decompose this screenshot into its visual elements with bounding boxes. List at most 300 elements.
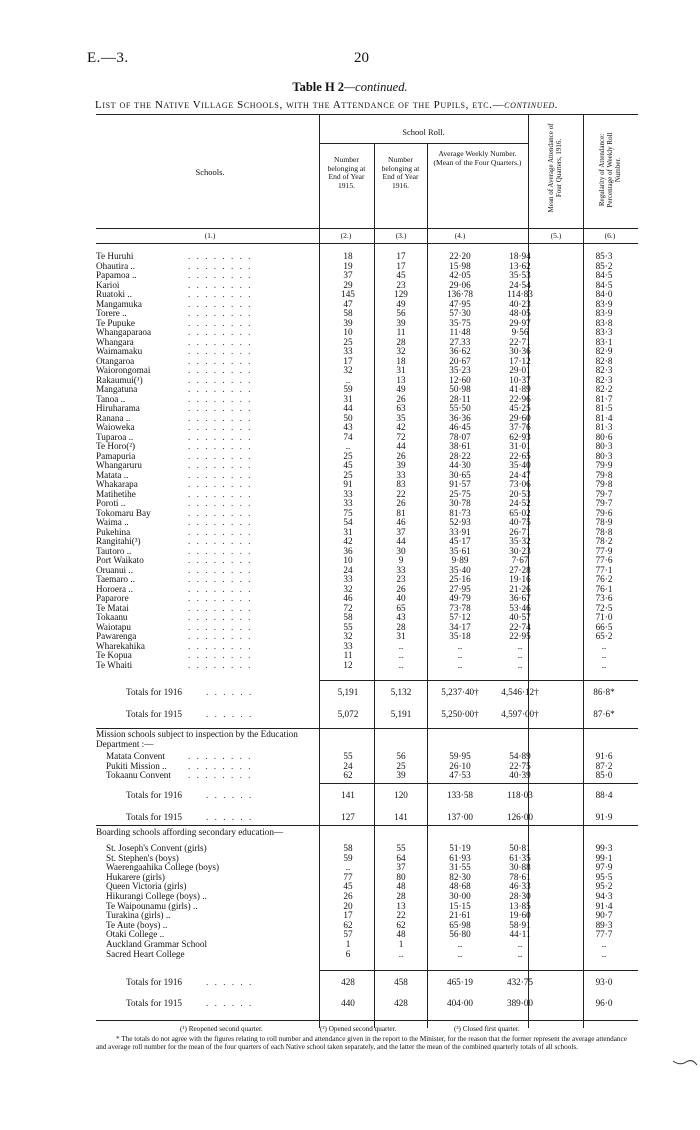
school-name: Mangatuna (96, 384, 138, 394)
avg-weekly: 42·05 (449, 270, 471, 280)
roll-1915: 141 (341, 790, 355, 800)
roll-1916: 26 (396, 393, 406, 404)
col2-number: (2.) (340, 231, 352, 240)
leader-dots: . . . . . . . . (188, 545, 253, 556)
school-name: Pawarenga (96, 631, 137, 641)
mean-attendance: 29·97 (509, 317, 531, 328)
roll-1915: .. (345, 441, 351, 451)
leader-dots: . . . . . . . . (188, 621, 253, 632)
mean-attendance: 35·40 (509, 460, 531, 470)
leader-dots: . . . . . . . . (188, 751, 253, 761)
regularity: 82·9 (595, 346, 613, 356)
school-name: Whangara (96, 336, 134, 347)
school-name: Pukiti Mission .. (106, 760, 167, 771)
avg-weekly: 5,250·00† (441, 709, 479, 719)
avg-weekly: 51·19 (449, 843, 471, 853)
roll-1916: 55 (396, 843, 406, 853)
roll-1915: 47 (343, 298, 353, 309)
mean-attendance: 126·00 (506, 812, 534, 822)
roll-1915: 77 (343, 871, 353, 882)
roll-1916: 23 (396, 574, 406, 584)
roll-1915: 145 (341, 289, 355, 299)
avg-weekly: 36·36 (449, 412, 471, 423)
roll-1915: 6 (345, 948, 351, 959)
roll-1915: 32 (343, 583, 353, 594)
mean-attendance: 20·53 (509, 488, 531, 499)
mean-attendance: 24·52 (509, 498, 531, 508)
roll-1915: 12 (343, 659, 353, 670)
leader-dots: . . . . . . . . (188, 526, 253, 537)
table-row (96, 771, 646, 780)
totals-row (96, 813, 646, 822)
roll-1916: 11 (396, 327, 406, 337)
avg-weekly: .. (457, 650, 463, 660)
schools-header: Schools. (195, 167, 225, 177)
regularity: 83·9 (595, 308, 613, 318)
school-roll-header: School Roll. (402, 127, 445, 137)
mean-attendance: .. (517, 659, 523, 670)
leader-dots: . . . . . . (206, 790, 254, 800)
mean-attendance: 54·89 (509, 751, 531, 761)
table-row (96, 309, 646, 318)
mean-attendance: 50·81 (509, 843, 531, 853)
avg-weekly: 59·95 (449, 751, 471, 761)
school-name: Paparore (96, 593, 129, 603)
leader-dots: . . . . . . . . (188, 593, 253, 603)
regularity: 83·1 (595, 336, 613, 347)
table-row (96, 902, 646, 911)
regularity: .. (601, 659, 607, 670)
roll-1915: 59 (343, 384, 353, 394)
roll-1915: 17 (343, 355, 353, 366)
regularity: 89·3 (595, 919, 613, 930)
school-name: Horoera .. (96, 583, 133, 594)
leader-dots: . . . . . . . . (188, 631, 253, 641)
leader-dots: . . . . . . . . (188, 602, 253, 613)
table-row (96, 442, 646, 451)
regularity: 79·8 (595, 479, 613, 489)
school-name: Te Kopua (96, 650, 132, 660)
margin-mark (672, 1058, 698, 1068)
regularity: 66·5 (595, 621, 613, 632)
roll-1915: 45 (343, 460, 353, 470)
table-row (96, 642, 646, 651)
school-name: Tautoro .. (96, 545, 132, 556)
avg-weekly: 33·91 (449, 526, 471, 537)
mean-attendance: 27·28 (509, 564, 531, 575)
table-row (96, 651, 646, 660)
roll-1916: 129 (394, 289, 408, 299)
roll-1916: 80 (396, 871, 406, 882)
leader-dots: . . . . . . . . (188, 498, 253, 508)
roll-1916: 26 (396, 498, 406, 508)
col6-number: (6.) (604, 231, 616, 240)
school-name: Karioi (96, 279, 120, 290)
regularity: 81·7 (595, 393, 613, 404)
table-row (96, 252, 646, 261)
roll-1916: 33 (396, 469, 406, 480)
regularity: 83·8 (595, 317, 613, 328)
roll-1916: 56 (396, 751, 406, 761)
school-name: Ruatoki .. (96, 289, 132, 299)
avg-weekly: 48·68 (449, 881, 471, 892)
roll-1915: 26 (343, 891, 353, 901)
table-row (96, 271, 646, 280)
col1-number: (1.) (204, 231, 216, 240)
school-name: Waima .. (96, 517, 129, 527)
totals-row (96, 978, 646, 987)
table-row (96, 357, 646, 366)
avg-weekly: .. (457, 640, 463, 651)
roll-1916: 23 (396, 279, 406, 290)
roll-1916: 63 (396, 403, 406, 413)
table-row (96, 950, 646, 959)
school-name: Waiotapu (96, 621, 131, 632)
roll-1915: 42 (343, 536, 353, 546)
avg-weekly: 36·62 (449, 346, 471, 356)
footnote-note: * The totals do not agree with the figures relating to roll number and attendance given in the report to the Minister, for the reason that the former represent the average attendance and average roll number for the mean of the four quarters of each Native school taken separately, and the latter the mean of the combined quarterly totals of all schools. (96, 1035, 627, 1052)
regularity: 82·2 (595, 384, 613, 394)
avg-weekly: 12·60 (449, 374, 471, 385)
mean-attendance: 22·75 (509, 760, 531, 771)
roll-1916: 37 (396, 526, 406, 537)
school-name: Rangitahi(³) (96, 536, 141, 546)
table-row (96, 661, 646, 670)
table-row (96, 404, 646, 413)
roll-1916: .. (398, 659, 404, 670)
roll-1916: .. (398, 948, 404, 959)
school-name: Hukarere (girls) (106, 871, 165, 882)
mean-attendance: 73·06 (509, 479, 531, 489)
roll-1916: 33 (396, 564, 406, 575)
table-row (96, 262, 646, 271)
roll-1915: 91 (343, 479, 353, 489)
footnote-3: (³) Closed first quarter. (454, 1025, 520, 1033)
leader-dots: . . . . . . . . (188, 488, 253, 499)
regularity: 82·8 (595, 355, 613, 366)
regularity: 87·2 (595, 760, 613, 771)
table-row (96, 347, 646, 356)
mean-attendance: 30·36 (509, 346, 531, 356)
roll-1915: 18 (343, 251, 353, 261)
regularity: 81·3 (595, 422, 613, 432)
avg-weekly: 61·93 (449, 852, 471, 863)
table-row (96, 366, 646, 375)
avg-weekly: 35·18 (449, 631, 471, 641)
col5-header: Mean of Average Attendance of Four Quarters, 1916. (547, 123, 563, 213)
table-row (96, 940, 646, 949)
avg-weekly: 44·30 (449, 460, 471, 470)
table-row (96, 490, 646, 499)
table-row (96, 921, 646, 930)
leader-dots: . . . . . . . . (188, 612, 253, 622)
totals-row (96, 688, 646, 697)
avg-weekly: .. (457, 939, 463, 949)
regularity: 72·5 (595, 602, 613, 613)
regularity: 84·0 (595, 289, 613, 299)
table-title-main: Table H 2 (292, 80, 345, 94)
regularity: 65·2 (595, 631, 613, 641)
table-row (96, 461, 646, 470)
avg-weekly: 73·78 (449, 602, 471, 613)
mean-attendance: 41·89 (509, 384, 531, 394)
roll-1916: 458 (394, 977, 408, 987)
regularity: 84·5 (595, 279, 613, 290)
avg-weekly: 137·00 (446, 812, 474, 822)
mean-attendance: 22·74 (509, 621, 531, 632)
mean-attendance: .. (517, 948, 523, 959)
avg-weekly: 30·78 (449, 498, 471, 508)
table-row (96, 762, 646, 771)
table-row (96, 471, 646, 480)
school-name: Papamoa .. (96, 270, 137, 280)
table-row (96, 892, 646, 901)
avg-weekly: 81·73 (449, 507, 471, 518)
mean-attendance: 35·32 (509, 536, 531, 546)
school-name: Rakaumui(¹) (96, 374, 143, 385)
roll-1916: 72 (396, 431, 406, 442)
regularity: 85·3 (595, 251, 613, 261)
mean-attendance: 389·00 (506, 998, 534, 1008)
leader-dots: . . . . . . . . (188, 640, 253, 651)
roll-1916: 141 (394, 812, 408, 822)
school-name: Waioweka (96, 422, 135, 432)
mean-attendance: 31·01 (509, 441, 531, 451)
avg-weekly: 34·17 (449, 621, 471, 632)
regularity: 76·2 (595, 574, 613, 584)
roll-1916: 40 (396, 593, 406, 603)
leader-dots: . . . . . . . . (188, 346, 253, 356)
table-row (96, 290, 646, 299)
regularity: 79·6 (595, 507, 613, 518)
mean-attendance: 4,597·00† (501, 709, 539, 719)
mean-attendance: 114·83 (507, 289, 533, 299)
regularity: 81·5 (595, 403, 613, 413)
col3-number: (3.) (395, 231, 407, 240)
table-row (96, 319, 646, 328)
regularity: 91·4 (595, 900, 613, 911)
leader-dots: . . . . . . . . (188, 555, 253, 565)
col3-header: Number belonging at End of Year 1916. (381, 155, 420, 190)
leader-dots: . . . . . . (206, 977, 254, 987)
avg-weekly: 15·98 (449, 260, 471, 271)
school-name: Waerengaahika College (boys) (106, 862, 220, 873)
roll-1915: 55 (343, 751, 353, 761)
school-name: Torere .. (96, 308, 127, 318)
roll-1916: 39 (396, 460, 406, 470)
mean-attendance: 432·75 (506, 977, 534, 987)
roll-1916: 13 (396, 900, 406, 911)
roll-1915: .. (345, 862, 351, 873)
totals-row (96, 791, 646, 800)
table-row (96, 376, 646, 385)
school-name: Turakina (girls) .. (106, 910, 171, 921)
table-row (96, 452, 646, 461)
roll-1916: .. (398, 650, 404, 660)
avg-weekly: 26·10 (449, 760, 471, 771)
regularity: 79·7 (595, 488, 613, 499)
roll-1915: 33 (343, 574, 353, 584)
roll-1915: 10 (343, 327, 353, 337)
roll-1916: 48 (396, 929, 406, 940)
avg-weekly: 22·20 (449, 251, 471, 261)
roll-1916: 17 (396, 260, 406, 271)
table-row (96, 509, 646, 518)
roll-1916: 5,191 (390, 709, 412, 719)
avg-weekly: 21·61 (449, 910, 471, 921)
table-row (96, 575, 646, 584)
table-row (96, 414, 646, 423)
roll-1916: 9 (398, 555, 404, 565)
col4-header: Average Weekly Number. (Mean of the Four Quarters.) (433, 149, 522, 167)
mean-attendance: 65·02 (509, 507, 531, 518)
table-bottom-rule (96, 1020, 638, 1021)
roll-1916: 28 (396, 621, 406, 632)
regularity: 80·6 (595, 431, 613, 442)
table-row (96, 338, 646, 347)
avg-weekly: 57·12 (449, 612, 471, 622)
roll-1915: 440 (341, 998, 355, 1008)
leader-dots: . . . . . . . . (188, 431, 253, 442)
mean-attendance: 22·95 (509, 631, 531, 641)
school-name: St. Stephen's (boys) (106, 852, 179, 863)
regularity: 73·6 (595, 593, 613, 603)
leader-dots: . . . . . . . . (188, 659, 253, 670)
header-top-rule (96, 114, 638, 115)
school-name: Ohautira .. (96, 260, 136, 271)
roll-1915: 24 (343, 564, 353, 575)
col5-number: (5.) (550, 231, 562, 240)
column-number-rule (96, 243, 638, 244)
roll-1915: 58 (343, 308, 353, 318)
roll-1915: 25 (343, 336, 353, 347)
roll-1915: 74 (343, 431, 353, 442)
mean-attendance: .. (517, 939, 523, 949)
roll-1916: 5,132 (390, 687, 412, 697)
mission-end-rule (96, 825, 638, 826)
school-name: Sacred Heart College (106, 948, 185, 959)
avg-weekly: 55·50 (449, 403, 471, 413)
roll-1916: 26 (396, 450, 406, 461)
roll-1916: 49 (396, 384, 406, 394)
leader-dots: . . . . . . . . (188, 336, 253, 347)
regularity: 86·8* (593, 687, 615, 697)
avg-weekly: 91·57 (449, 479, 471, 489)
school-name: Matihetihe (96, 488, 136, 499)
avg-weekly: 404·00 (446, 998, 474, 1008)
leader-dots: . . . . . . . . (188, 422, 253, 432)
roll-1915: 59 (343, 852, 353, 863)
leader-dots: . . . . . . . . (188, 517, 253, 527)
table-row (96, 547, 646, 556)
leader-dots: . . . . . . . . (188, 460, 253, 470)
regularity: .. (601, 948, 607, 959)
roll-1916: 32 (396, 346, 406, 356)
roll-1915: 5,191 (337, 687, 359, 697)
leader-dots: . . . . . . . . (188, 393, 253, 404)
roll-1915: 32 (343, 631, 353, 641)
school-name: Otaki College .. (106, 929, 165, 940)
regularity: 95·2 (595, 881, 613, 892)
school-name: Te Pupuke (96, 317, 135, 328)
avg-weekly: .. (457, 948, 463, 959)
mean-attendance: 7·67 (511, 555, 529, 565)
mean-attendance: 4,546·12† (501, 687, 539, 697)
table-row (96, 395, 646, 404)
school-name: Auckland Grammar School (106, 939, 208, 949)
school-name: Tuparoa .. (96, 431, 134, 442)
leader-dots: . . . . . . . . (188, 260, 253, 271)
roll-1916: 62 (396, 919, 406, 930)
roll-1915: 33 (343, 498, 353, 508)
roll-1916: 28 (396, 891, 406, 901)
school-name: Tanoa .. (96, 393, 126, 404)
regularity: 79·7 (595, 498, 613, 508)
mean-attendance: 29·60 (509, 412, 531, 423)
regularity: 79·9 (595, 460, 613, 470)
roll-1916: 64 (396, 852, 406, 863)
school-name: Waiorongomai (96, 365, 151, 375)
roll-1915: 50 (343, 412, 353, 423)
mean-attendance: 26·71 (509, 526, 531, 537)
avg-weekly: 46·45 (449, 422, 471, 432)
avg-weekly: 57·30 (449, 308, 471, 318)
regularity: 80·3 (595, 441, 613, 451)
school-name: Otangaroa (96, 355, 135, 366)
roll-1916: 31 (396, 365, 406, 375)
totals-row (96, 710, 646, 719)
avg-weekly: 82·30 (449, 871, 471, 882)
table-row (96, 566, 646, 575)
mean-attendance: 118·03 (507, 790, 533, 800)
roll-1915: 36 (343, 545, 353, 556)
leader-dots: . . . . . . . . (188, 412, 253, 423)
roll-1916: 18 (396, 355, 406, 366)
table-row (96, 632, 646, 641)
leader-dots: . . . . . . . . (188, 507, 253, 518)
mean-attendance: 40·57 (509, 612, 531, 622)
school-name: Hiruharama (96, 403, 140, 413)
roll-1916: 428 (394, 998, 408, 1008)
regularity: 96·0 (595, 998, 613, 1008)
regularity: 97·9 (595, 862, 613, 873)
table-row (96, 911, 646, 920)
regularity: 87·6* (593, 709, 615, 719)
regularity: 78·2 (595, 536, 613, 546)
school-name: St. Joseph's Convent (girls) (106, 843, 207, 853)
mean-attendance: 48·05 (509, 308, 531, 318)
roll-1915: 75 (343, 507, 353, 518)
boarding-subtotal-rule (319, 970, 638, 971)
mean-attendance: 24·47 (509, 469, 531, 480)
regularity: 85·0 (595, 770, 613, 781)
table-row (96, 518, 646, 527)
avg-weekly: 50·98 (449, 384, 471, 394)
roll-1915: 29 (343, 279, 353, 290)
leader-dots: . . . . . . . . (188, 308, 253, 318)
leader-dots: . . . . . . . . (188, 384, 253, 394)
school-name: Whangaparaoa (96, 327, 152, 337)
table-row (96, 594, 646, 603)
table-row (96, 281, 646, 290)
roll-1916: 43 (396, 612, 406, 622)
regularity: 99·1 (595, 852, 613, 863)
totals-row (96, 999, 646, 1008)
mean-attendance: .. (517, 650, 523, 660)
avg-weekly: 28·11 (449, 393, 471, 404)
regularity: 82·3 (595, 365, 613, 375)
mean-attendance: 37·76 (509, 422, 531, 432)
